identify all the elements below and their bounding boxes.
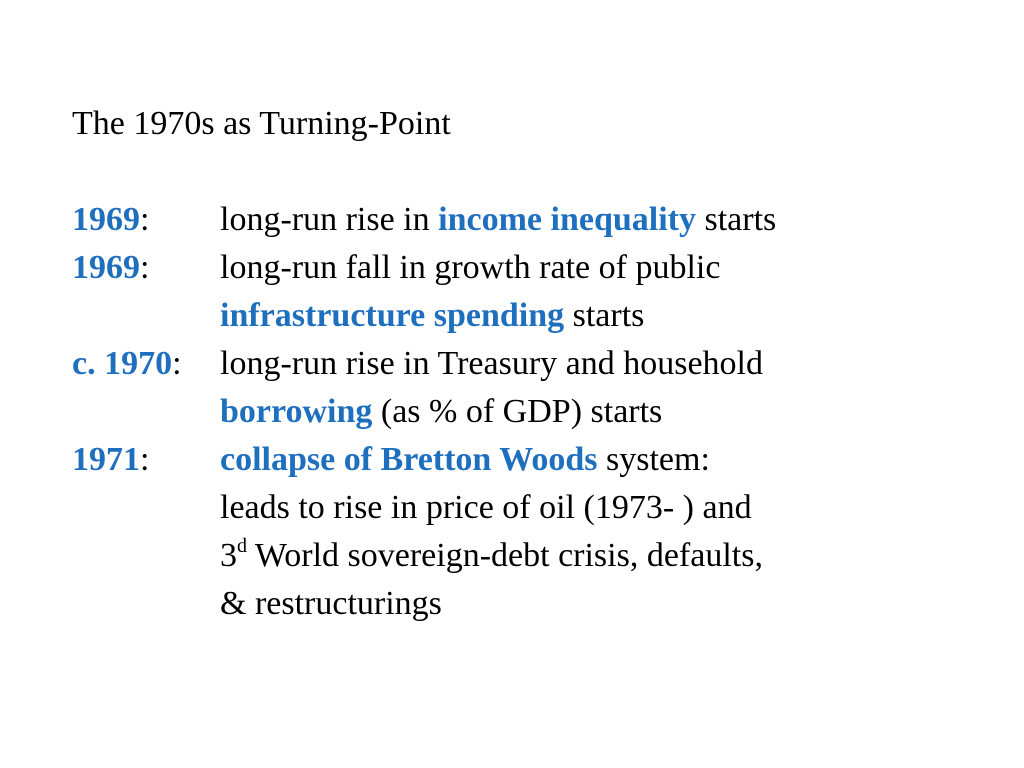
ordinal-superscript: d [237,534,247,557]
entry-label [72,246,149,290]
line-text: & restructurings [220,585,442,622]
entry-line [220,342,763,386]
entry-label [72,198,149,242]
highlight-term: income inequality [438,201,696,238]
entry-colon: : [172,345,182,382]
line-text: (as % of GDP) starts [372,393,663,430]
entry-line [220,438,710,482]
highlight-term: collapse of Bretton Woods [220,441,598,478]
entry-colon: : [140,441,150,478]
entry-line [220,246,720,290]
entry-year: 1969 [72,249,140,286]
entry-line [220,582,442,626]
line-text: World sovereign-debt crisis, defaults, [247,537,763,574]
line-text: starts [695,201,777,238]
line-text: 3 [220,537,237,574]
line-text: starts [564,297,645,334]
entry-line [220,198,776,242]
entry-line [220,390,662,434]
line-text: long-run rise in Treasury and household [220,345,764,382]
entry-line [220,486,752,530]
entry-year: 1969 [72,201,140,238]
line-text: leads to rise in price of oil (1973- ) and [220,489,752,526]
entry-line [220,294,644,338]
highlight-term: infrastructure spending [220,297,565,334]
entry-colon: : [140,201,150,238]
line-text: system: [597,441,710,478]
line-text: long-run rise in [220,201,439,238]
entry-colon: : [140,249,150,286]
entry-year: 1971 [72,441,140,478]
entry-label [72,438,149,482]
line-text: long-run fall in growth rate of public [220,249,721,286]
highlight-term: borrowing [220,393,373,430]
entry-line [220,534,763,578]
entry-year: c. 1970 [72,345,173,382]
entry-label [72,342,182,386]
slide-title: The 1970s as Turning-Point [72,105,451,142]
